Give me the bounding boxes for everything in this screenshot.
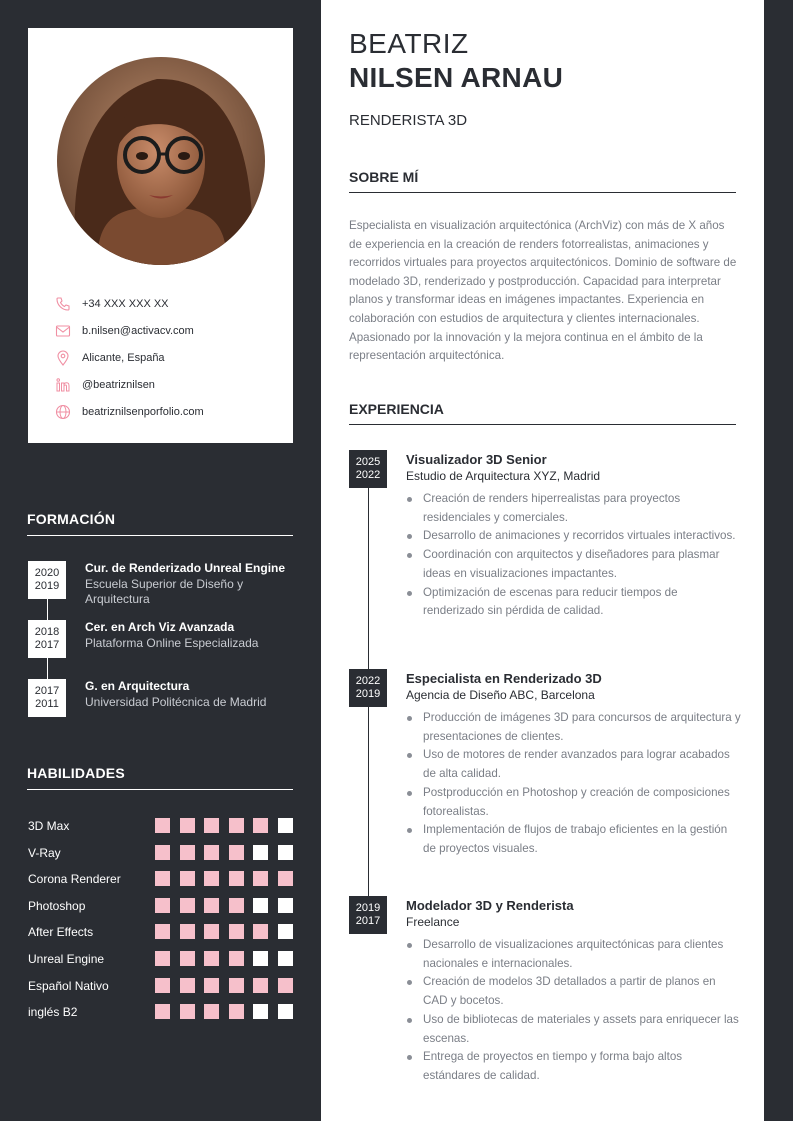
skill-level-empty — [278, 845, 293, 860]
skill-level-empty — [253, 898, 268, 913]
experience-company: Freelance — [406, 915, 460, 929]
contact-portfolio[interactable] — [55, 398, 285, 425]
skill-level-filled — [180, 978, 195, 993]
skill-level-filled — [155, 898, 170, 913]
contact-location-text: Alicante, España — [82, 351, 165, 364]
skill-row — [28, 951, 294, 967]
skill-level-filled — [155, 871, 170, 886]
skill-level — [155, 951, 302, 966]
skill-level-filled — [180, 818, 195, 833]
education-title: G. en Arquitectura — [85, 679, 190, 693]
skill-level-filled — [204, 898, 219, 913]
skill-level-filled — [253, 978, 268, 993]
experience-bullet: Coordinación con arquitectos y diseñadores para plasmar ideas en visualizaciones impactantes. — [406, 546, 741, 583]
skill-name: inglés B2 — [28, 1005, 78, 1020]
education-year-badge — [28, 679, 66, 717]
contact-location — [55, 344, 285, 371]
profile-card — [28, 28, 293, 443]
experience-bullet: Creación de modelos 3D detallados a partir de planos en CAD y bocetos. — [406, 973, 741, 1010]
skill-level-filled — [180, 898, 195, 913]
year-start: 2019 — [34, 580, 60, 592]
skill-name: Corona Renderer — [28, 872, 121, 887]
skill-level — [155, 924, 302, 939]
experience-bullet: Producción de imágenes 3D para concursos de arquitectura y presentaciones de clientes. — [406, 709, 741, 746]
skill-level-filled — [229, 1004, 244, 1019]
contact-list — [55, 290, 285, 425]
skill-name: V-Ray — [28, 845, 61, 860]
skills-heading: HABILIDADES — [27, 765, 293, 790]
experience-item — [406, 898, 741, 1086]
last-name: NILSEN ARNAU — [349, 62, 564, 93]
contact-email[interactable] — [55, 317, 285, 344]
skill-level-filled — [180, 924, 195, 939]
skill-row — [28, 978, 294, 994]
experience-company: Agencia de Diseño ABC, Barcelona — [406, 688, 595, 702]
skill-level-filled — [204, 818, 219, 833]
experience-bullets — [406, 709, 741, 859]
skill-row — [28, 898, 294, 914]
experience-bullets — [406, 490, 741, 621]
skill-name: 3D Max — [28, 819, 70, 833]
skill-level-filled — [155, 978, 170, 993]
skill-level — [155, 818, 302, 833]
contact-email-text: b.nilsen@activacv.com — [82, 324, 194, 337]
year-end: 2018 — [34, 626, 60, 638]
experience-bullet: Optimización de escenas para reducir tiempos de renderizado sin pérdida de calidad. — [406, 584, 741, 621]
right-strip — [764, 0, 793, 1121]
skill-level-empty — [253, 1004, 268, 1019]
skill-level-filled — [180, 951, 195, 966]
first-name: BEATRIZ — [349, 28, 469, 59]
skill-row — [28, 871, 294, 887]
experience-year-badge — [349, 669, 387, 707]
skill-level-empty — [278, 898, 293, 913]
education-year-badge — [28, 620, 66, 658]
skill-level-filled — [155, 924, 170, 939]
education-school: Escuela Superior de Diseño y Arquitectura — [85, 577, 244, 606]
skill-level-empty — [278, 1004, 293, 1019]
skill-level-filled — [155, 845, 170, 860]
skill-level-filled — [229, 924, 244, 939]
skill-level-filled — [229, 951, 244, 966]
skill-level-filled — [204, 978, 219, 993]
skill-level-filled — [229, 871, 244, 886]
contact-linkedin[interactable] — [55, 371, 285, 398]
job-title: RENDERISTA 3D — [349, 112, 468, 129]
education-school: Plataforma Online Especializada — [85, 636, 259, 650]
skill-level-empty — [253, 951, 268, 966]
skill-name: After Effects — [28, 925, 94, 940]
year-end: 2022 — [355, 675, 381, 687]
skill-level-filled — [204, 1004, 219, 1019]
education-school: Universidad Politécnica de Madrid — [85, 695, 267, 709]
experience-bullet: Uso de bibliotecas de materiales y assets para enriquecer las escenas. — [406, 1011, 741, 1048]
globe-icon — [55, 404, 71, 420]
experience-heading: EXPERIENCIA — [349, 401, 736, 425]
year-end: 2025 — [355, 456, 381, 468]
skill-level-filled — [253, 871, 268, 886]
experience-bullet: Postproducción en Photoshop y creación de composiciones fotorealistas. — [406, 784, 741, 821]
experience-title: Visualizador 3D Senior — [406, 452, 547, 467]
skill-level-filled — [155, 1004, 170, 1019]
experience-bullet: Desarrollo de visualizaciones arquitectónicas para clientes nacionales e internacionales. — [406, 936, 741, 973]
profile-photo — [57, 57, 265, 265]
skill-level-filled — [229, 978, 244, 993]
about-heading: SOBRE MÍ — [349, 169, 736, 193]
experience-item — [406, 671, 741, 859]
skill-level-filled — [155, 818, 170, 833]
education-title: Cur. de Renderizado Unreal Engine — [85, 561, 286, 575]
skill-level — [155, 1004, 302, 1019]
skill-row — [28, 845, 294, 861]
skill-level-filled — [253, 924, 268, 939]
year-start: 2011 — [35, 698, 59, 710]
skill-level-filled — [229, 818, 244, 833]
year-end: 2019 — [355, 902, 381, 914]
skill-level-empty — [278, 924, 293, 939]
experience-year-badge — [349, 450, 387, 488]
experience-bullet: Implementación de flujos de trabajo eficientes en la gestión de proyectos visuales. — [406, 821, 741, 858]
skill-name: Photoshop — [28, 898, 86, 913]
year-start: 2019 — [355, 688, 381, 700]
skill-level-filled — [278, 978, 293, 993]
experience-bullet: Uso de motores de render avanzados para lograr acabados de alta calidad. — [406, 746, 741, 783]
skill-level-filled — [155, 951, 170, 966]
location-pin-icon — [55, 350, 71, 366]
skill-level-filled — [204, 951, 219, 966]
skill-level-filled — [204, 845, 219, 860]
experience-company: Estudio de Arquitectura XYZ, Madrid — [406, 469, 601, 483]
year-start: 2017 — [34, 639, 60, 651]
skill-level-filled — [229, 898, 244, 913]
experience-bullets — [406, 936, 741, 1086]
skill-level — [155, 871, 302, 886]
experience-item — [406, 452, 741, 621]
year-end: 2017 — [34, 685, 60, 697]
experience-bullet: Desarrollo de animaciones y recorridos virtuales interactivos. — [406, 527, 741, 546]
skill-level-filled — [204, 871, 219, 886]
skill-name: Unreal Engine — [28, 952, 105, 966]
contact-portfolio-text: beatriznilsenporfolio.com — [82, 405, 204, 418]
skill-level-filled — [204, 924, 219, 939]
skill-level — [155, 898, 302, 913]
skill-level — [155, 845, 302, 860]
contact-phone-text: +34 XXX XXX XX — [82, 297, 169, 310]
skill-row — [28, 1004, 294, 1020]
skill-level — [155, 978, 302, 993]
skill-level-filled — [229, 845, 244, 860]
skill-row — [28, 818, 294, 834]
experience-year-badge — [349, 896, 387, 934]
about-text: Especialista en visualización arquitectónica (ArchViz) con más de X años de experiencia en la creación de renders fotorrealistas, animaciones y recorridos virtuales para proyectos arquitectónicos. Dominio de software de modelado 3D, renderizado y postproducción. Capacidad para interpretar planos y transformar ideas en imágenes impactantes. Experiencia en colaboración con estudios de arquitectura y clientes internacionales. Apasionado por la innovación y la mejora continua en el ámbito de la representación arquitectónica. — [349, 219, 737, 363]
linkedin-icon — [55, 377, 71, 393]
skill-row — [28, 924, 294, 940]
contact-phone[interactable] — [55, 290, 285, 317]
education-title: Cer. en Arch Viz Avanzada — [85, 620, 235, 634]
skill-level-empty — [253, 845, 268, 860]
year-start: 2022 — [355, 469, 381, 481]
skill-level-empty — [278, 818, 293, 833]
skill-level-filled — [180, 871, 195, 886]
experience-bullet: Creación de renders hiperrealistas para proyectos residenciales y comerciales. — [406, 490, 741, 527]
contact-linkedin-text: @beatriznilsen — [82, 378, 155, 391]
skill-level-empty — [278, 951, 293, 966]
year-end: 2020 — [34, 567, 60, 579]
mail-icon — [55, 323, 71, 339]
year-start: 2017 — [355, 915, 381, 927]
phone-icon — [55, 296, 71, 312]
education-heading: FORMACIÓN — [27, 511, 293, 536]
skill-name: Español Nativo — [28, 978, 109, 993]
experience-title: Modelador 3D y Renderista — [406, 898, 574, 913]
skill-level-filled — [278, 871, 293, 886]
experience-title: Especialista en Renderizado 3D — [406, 671, 602, 686]
skill-level-filled — [253, 818, 268, 833]
experience-bullet: Entrega de proyectos en tiempo y forma bajo altos estándares de calidad. — [406, 1048, 741, 1085]
education-year-badge — [28, 561, 66, 599]
skill-level-filled — [180, 1004, 195, 1019]
skill-level-filled — [180, 845, 195, 860]
